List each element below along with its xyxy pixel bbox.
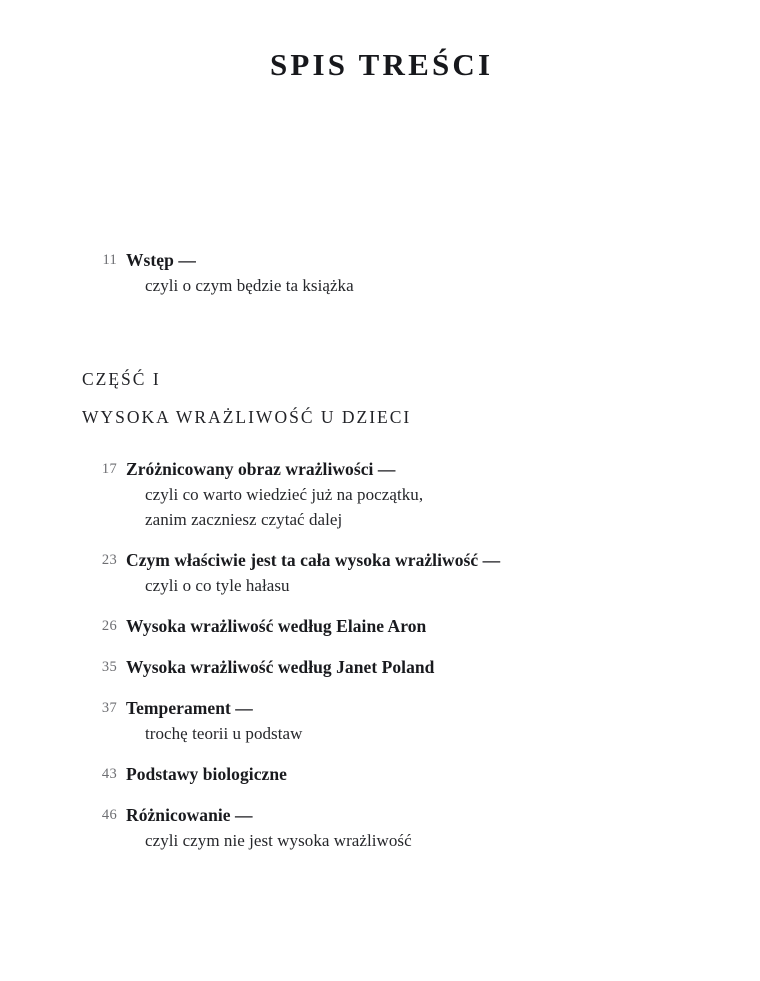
toc-entry-title: Podstawy biologiczne <box>126 764 287 784</box>
toc-entry[interactable] <box>0 696 760 746</box>
toc-entry-page-number: 26 <box>101 618 117 634</box>
toc-entry-body <box>117 457 760 532</box>
toc-entry-subtitle: czyli o czym będzie ta książka <box>145 276 354 295</box>
toc-entry-title: Zróżnicowany obraz wrażliwości — <box>126 459 396 479</box>
toc-entry-page-number: 35 <box>101 659 117 675</box>
part-heading <box>0 366 760 430</box>
toc-entry-body <box>117 655 760 680</box>
toc-entry-title: Czym właściwie jest ta cała wysoka wrażliwość — <box>126 550 501 570</box>
toc-entry-title: Wstęp — <box>126 250 196 270</box>
toc-entry-page-number: 46 <box>101 807 117 823</box>
toc-entry-page-number: 23 <box>101 552 117 568</box>
toc-entry-subtitle: zanim zaczniesz czytać dalej <box>145 510 343 529</box>
toc-entry-page-number: 43 <box>101 766 117 782</box>
toc-entry-body <box>117 696 760 746</box>
toc-entry-subtitle: czyli o co tyle hałasu <box>145 576 290 595</box>
toc-entry-page-number: 17 <box>101 461 117 477</box>
chapter-list <box>0 457 760 853</box>
toc-entry[interactable] <box>0 762 760 787</box>
toc-entry[interactable] <box>0 248 760 298</box>
page-title: SPIS TREŚCI <box>269 46 494 82</box>
toc-entry-title: Wysoka wrażliwość według Janet Poland <box>126 657 435 677</box>
toc-entry-subtitle: czyli czym nie jest wysoka wrażliwość <box>145 831 412 850</box>
toc-entry-subtitle: trochę teorii u podstaw <box>145 724 303 743</box>
front-matter-section <box>0 248 760 298</box>
toc-entry-body <box>117 548 760 598</box>
toc-entry-body <box>117 803 760 853</box>
toc-entry[interactable] <box>0 655 760 680</box>
toc-entry-body <box>117 614 760 639</box>
toc-entry-body <box>117 248 760 298</box>
toc-entry-page-number: 37 <box>101 700 117 716</box>
toc-entry-title: Różnicowanie — <box>126 805 253 825</box>
toc-entry[interactable] <box>0 614 760 639</box>
toc-entry[interactable] <box>0 548 760 598</box>
toc-entry-subtitle: czyli co warto wiedzieć już na początku, <box>145 485 424 504</box>
toc-entry-title: Temperament — <box>126 698 253 718</box>
toc-entry[interactable] <box>0 803 760 853</box>
part-title: WYSOKA WRAŻLIWOŚĆ U DZIECI <box>82 407 412 427</box>
toc-entry-title: Wysoka wrażliwość według Elaine Aron <box>126 616 427 636</box>
toc-entry[interactable] <box>0 457 760 532</box>
toc-entry-body <box>117 762 760 787</box>
toc-entry-page-number: 11 <box>102 252 117 268</box>
part-label: CZĘŚĆ I <box>82 369 161 389</box>
